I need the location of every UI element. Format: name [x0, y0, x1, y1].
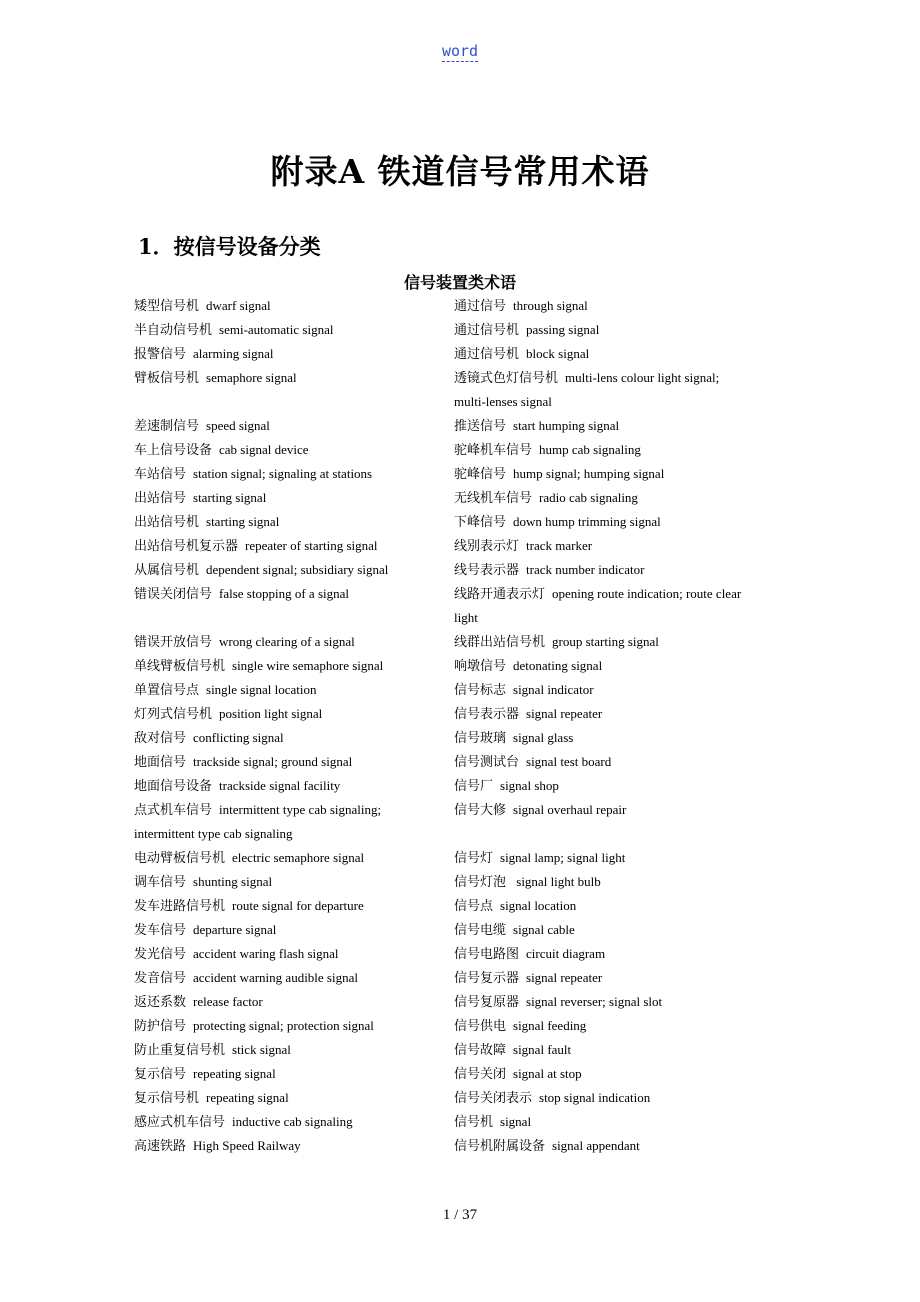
term-chinese: 通过信号机	[454, 346, 520, 361]
term-english: detonating signal	[513, 658, 603, 673]
term-chinese: 单线臂板信号机	[134, 658, 226, 673]
term-chinese: 通过信号机	[454, 322, 520, 337]
term-entry	[454, 1086, 754, 1110]
term-english: wrong clearing of a signal	[219, 634, 355, 649]
term-entry	[454, 1134, 754, 1158]
term-chinese: 信号大修	[454, 802, 507, 817]
term-entry	[454, 678, 754, 702]
section-heading: 1．按信号设备分类	[138, 234, 321, 259]
term-chinese: 发光信号	[134, 946, 187, 961]
term-chinese: 线路开通表示灯	[454, 586, 546, 601]
term-entry	[134, 798, 434, 846]
term-english: speed signal	[206, 418, 270, 433]
term-chinese: 防止重复信号机	[134, 1042, 226, 1057]
term-entry	[454, 990, 754, 1014]
term-chinese: 车站信号	[134, 466, 187, 481]
header-word-link-text[interactable]: word	[441, 42, 479, 60]
term-english: route signal for departure	[232, 898, 364, 913]
term-english: accident waring flash signal	[193, 946, 339, 961]
term-english: inductive cab signaling	[232, 1114, 353, 1129]
term-english: hump signal; humping signal	[513, 466, 665, 481]
term-entry	[134, 918, 434, 942]
term-english: signal cable	[513, 922, 575, 937]
term-chinese: 信号关闭	[454, 1066, 507, 1081]
term-chinese: 地面信号设备	[134, 778, 213, 793]
term-entry	[134, 942, 434, 966]
term-chinese: 差速制信号	[134, 418, 200, 433]
term-english: semi-automatic signal	[219, 322, 334, 337]
term-chinese: 驼峰信号	[454, 466, 507, 481]
term-entry	[134, 1038, 434, 1062]
term-english: starting signal	[206, 514, 280, 529]
term-entry	[454, 942, 754, 966]
term-chinese: 信号关闭表示	[454, 1090, 533, 1105]
term-entry	[134, 1110, 434, 1134]
term-chinese: 线别表示灯	[454, 538, 520, 553]
term-english: electric semaphore signal	[232, 850, 365, 865]
term-entry	[454, 486, 754, 510]
term-entry	[454, 798, 754, 822]
terms-column-left	[134, 294, 434, 1158]
term-english: release factor	[193, 994, 263, 1009]
term-english: signal test board	[526, 754, 612, 769]
term-entry	[454, 558, 754, 582]
term-english: dependent signal; subsidiary signal	[206, 562, 389, 577]
term-chinese: 出站信号机复示器	[134, 538, 239, 553]
term-chinese: 敌对信号	[134, 730, 187, 745]
term-entry	[134, 462, 434, 486]
term-chinese: 信号灯	[454, 850, 494, 865]
term-chinese: 发车信号	[134, 922, 187, 937]
term-entry	[454, 1014, 754, 1038]
term-chinese: 信号电缆	[454, 922, 507, 937]
term-entry	[134, 870, 434, 894]
term-english: departure signal	[193, 922, 277, 937]
term-chinese: 半自动信号机	[134, 322, 213, 337]
term-entry	[134, 294, 434, 318]
term-chinese: 报警信号	[134, 346, 187, 361]
term-english: start humping signal	[513, 418, 620, 433]
sub-heading: 信号装置类术语	[403, 273, 516, 292]
term-entry	[134, 750, 434, 774]
term-english: signal location	[500, 898, 577, 913]
term-chinese: 信号机附属设备	[454, 1138, 546, 1153]
term-english: signal indicator	[513, 682, 594, 697]
term-entry	[134, 606, 434, 630]
term-chinese: 线号表示器	[454, 562, 520, 577]
terms-column-right	[454, 294, 754, 1158]
term-entry	[454, 462, 754, 486]
term-entry	[454, 726, 754, 750]
term-english: radio cab signaling	[539, 490, 638, 505]
term-chinese: 信号灯泡	[454, 874, 507, 889]
term-english: signal glass	[513, 730, 574, 745]
term-entry	[134, 630, 434, 654]
term-english: signal reverser; signal slot	[526, 994, 663, 1009]
term-chinese: 发车进路信号机	[134, 898, 226, 913]
term-entry	[134, 678, 434, 702]
term-english: repeater of starting signal	[245, 538, 378, 553]
term-chinese: 信号机	[454, 1114, 494, 1129]
term-english: dwarf signal	[206, 298, 271, 313]
term-entry	[134, 702, 434, 726]
term-entry	[134, 1134, 434, 1158]
term-entry	[134, 534, 434, 558]
term-chinese: 信号复原器	[454, 994, 520, 1009]
term-english: High Speed Railway	[193, 1138, 301, 1153]
term-english: stop signal indication	[539, 1090, 651, 1105]
term-chinese: 信号表示器	[454, 706, 520, 721]
term-chinese: 出站信号机	[134, 514, 200, 529]
term-chinese: 错误开放信号	[134, 634, 213, 649]
term-entry	[454, 318, 754, 342]
term-entry	[134, 342, 434, 366]
term-english: signal lamp; signal light	[500, 850, 626, 865]
page-number: 1 / 37	[442, 1207, 478, 1223]
term-english: alarming signal	[193, 346, 274, 361]
term-chinese: 高速铁路	[134, 1138, 187, 1153]
term-chinese: 线群出站信号机	[454, 634, 546, 649]
term-entry	[454, 366, 754, 414]
term-english: protecting signal; protection signal	[193, 1018, 374, 1033]
term-chinese: 信号点	[454, 898, 494, 913]
term-english: signal at stop	[513, 1066, 582, 1081]
term-chinese: 驼峰机车信号	[454, 442, 533, 457]
term-chinese: 透镜式色灯信号机	[454, 370, 559, 385]
term-entry	[134, 318, 434, 342]
term-chinese: 信号厂	[454, 778, 494, 793]
term-entry	[454, 822, 754, 846]
term-chinese: 信号测试台	[454, 754, 520, 769]
term-entry	[134, 366, 434, 390]
term-entry	[454, 294, 754, 318]
term-english: circuit diagram	[526, 946, 606, 961]
term-chinese: 发音信号	[134, 970, 187, 985]
term-english: through signal	[513, 298, 588, 313]
term-english: accident warning audible signal	[193, 970, 358, 985]
term-english: signal appendant	[552, 1138, 640, 1153]
term-entry	[454, 918, 754, 942]
term-entry	[134, 846, 434, 870]
term-english: block signal	[526, 346, 590, 361]
term-chinese: 感应式机车信号	[134, 1114, 226, 1129]
term-english: track marker	[526, 538, 593, 553]
term-chinese: 调车信号	[134, 874, 187, 889]
term-entry	[454, 438, 754, 462]
term-entry	[454, 846, 754, 870]
term-english: intermittent type cab signaling; intermittent type cab signaling	[134, 802, 382, 841]
term-chinese: 地面信号	[134, 754, 187, 769]
term-english: single wire semaphore signal	[232, 658, 384, 673]
term-english: multi-lens colour light signal; multi-lenses signal	[454, 370, 720, 409]
term-entry	[454, 534, 754, 558]
term-english: trackside signal facility	[219, 778, 341, 793]
term-chinese: 复示信号	[134, 1066, 187, 1081]
term-entry	[454, 750, 754, 774]
term-english: shunting signal	[193, 874, 273, 889]
document-title: 附录A 铁道信号常用术语	[270, 152, 650, 191]
term-entry	[454, 630, 754, 654]
term-chinese: 响墩信号	[454, 658, 507, 673]
term-entry	[134, 390, 434, 414]
term-chinese: 灯列式信号机	[134, 706, 213, 721]
term-entry	[454, 414, 754, 438]
term-entry	[454, 510, 754, 534]
term-chinese: 信号供电	[454, 1018, 507, 1033]
term-entry	[134, 486, 434, 510]
term-english: signal	[500, 1114, 532, 1129]
term-entry	[454, 966, 754, 990]
term-english: signal repeater	[526, 706, 603, 721]
term-entry	[454, 774, 754, 798]
term-english: repeating signal	[206, 1090, 289, 1105]
term-entry	[134, 438, 434, 462]
term-english: down hump trimming signal	[513, 514, 661, 529]
term-chinese: 防护信号	[134, 1018, 187, 1033]
term-chinese: 推送信号	[454, 418, 507, 433]
term-entry	[134, 894, 434, 918]
term-english: signal shop	[500, 778, 559, 793]
term-entry	[134, 1062, 434, 1086]
term-entry	[454, 342, 754, 366]
term-chinese: 单置信号点	[134, 682, 200, 697]
term-entry	[454, 894, 754, 918]
term-entry	[454, 1038, 754, 1062]
term-chinese: 信号标志	[454, 682, 507, 697]
term-entry	[454, 702, 754, 726]
term-entry	[454, 1110, 754, 1134]
term-english: signal feeding	[513, 1018, 587, 1033]
term-english: conflicting signal	[193, 730, 284, 745]
term-english: false stopping of a signal	[219, 586, 349, 601]
term-chinese: 通过信号	[454, 298, 507, 313]
term-chinese: 点式机车信号	[134, 802, 213, 817]
term-entry	[134, 726, 434, 750]
term-chinese: 信号玻璃	[454, 730, 507, 745]
term-english: signal light bulb	[513, 874, 601, 889]
term-english: opening route indication; route clear light	[454, 586, 742, 625]
term-english: signal repeater	[526, 970, 603, 985]
term-chinese: 车上信号设备	[134, 442, 213, 457]
term-english: track number indicator	[526, 562, 645, 577]
term-chinese: 下峰信号	[454, 514, 507, 529]
term-entry	[134, 582, 434, 606]
term-entry	[454, 582, 754, 630]
term-entry	[134, 990, 434, 1014]
term-english: trackside signal; ground signal	[193, 754, 353, 769]
term-entry	[454, 870, 754, 894]
term-chinese: 错误关闭信号	[134, 586, 213, 601]
term-english: semaphore signal	[206, 370, 297, 385]
term-english: repeating signal	[193, 1066, 276, 1081]
term-english: signal fault	[513, 1042, 572, 1057]
term-english: stick signal	[232, 1042, 291, 1057]
term-chinese: 从属信号机	[134, 562, 200, 577]
term-chinese: 矮型信号机	[134, 298, 200, 313]
term-english: single signal location	[206, 682, 317, 697]
term-english: group starting signal	[552, 634, 659, 649]
term-entry	[134, 966, 434, 990]
term-chinese: 臂板信号机	[134, 370, 200, 385]
term-chinese: 电动臂板信号机	[134, 850, 226, 865]
term-entry	[134, 558, 434, 582]
term-english: station signal; signaling at stations	[193, 466, 373, 481]
term-chinese: 复示信号机	[134, 1090, 200, 1105]
term-chinese: 信号故障	[454, 1042, 507, 1057]
term-english: passing signal	[526, 322, 600, 337]
term-entry	[134, 774, 434, 798]
term-entry	[134, 1086, 434, 1110]
term-english: hump cab signaling	[539, 442, 641, 457]
term-chinese: 信号电路图	[454, 946, 520, 961]
header-word-link[interactable]	[0, 42, 920, 60]
term-entry	[134, 414, 434, 438]
term-english: cab signal device	[219, 442, 309, 457]
term-chinese: 无线机车信号	[454, 490, 533, 505]
term-english: starting signal	[193, 490, 267, 505]
term-entry	[454, 1062, 754, 1086]
term-english: position light signal	[219, 706, 323, 721]
term-chinese: 返还系数	[134, 994, 187, 1009]
term-chinese: 出站信号	[134, 490, 187, 505]
term-entry	[134, 510, 434, 534]
term-entry	[134, 1014, 434, 1038]
term-entry	[134, 654, 434, 678]
term-english: signal overhaul repair	[513, 802, 627, 817]
term-chinese: 信号复示器	[454, 970, 520, 985]
term-entry	[454, 654, 754, 678]
